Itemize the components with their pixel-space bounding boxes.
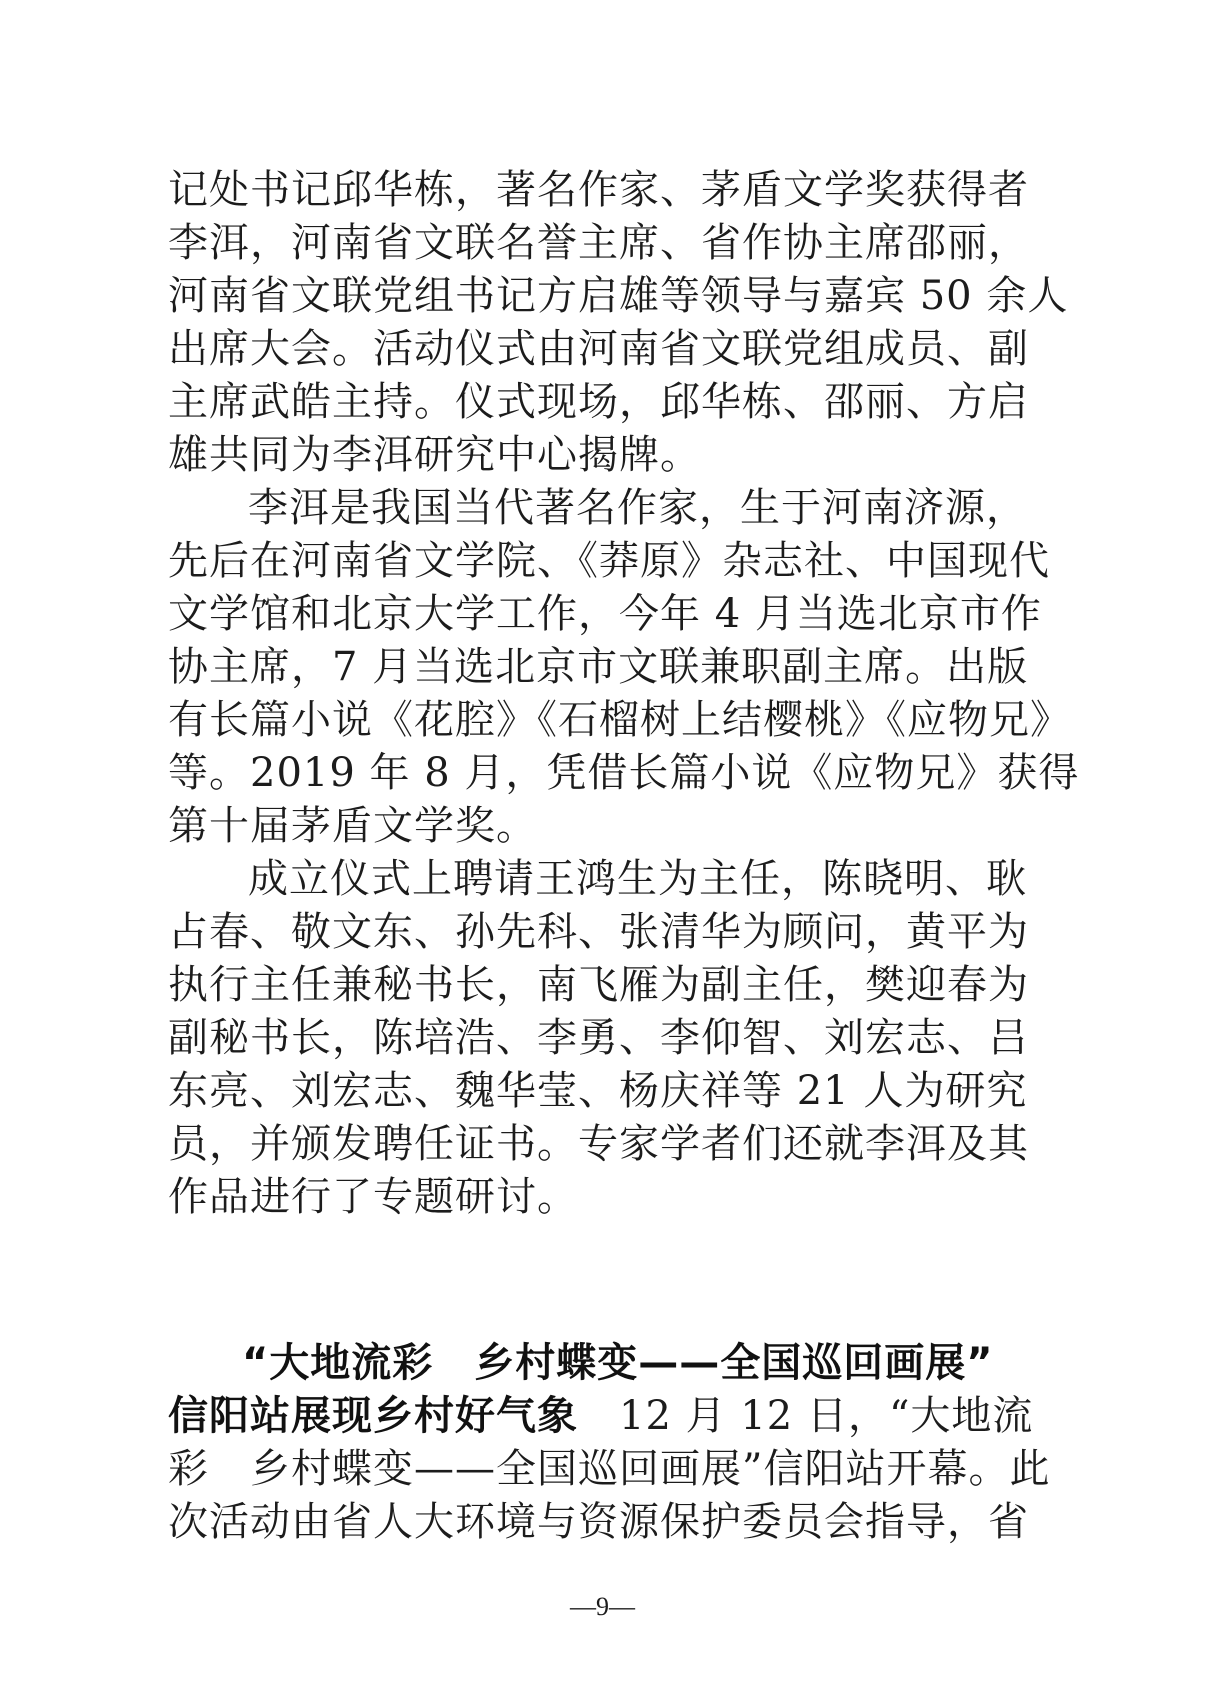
news-item-yangxin-exhibition: [168, 1337, 1051, 1549]
text-line: 协主席，7 月当选北京市文联兼职副主席。出版: [168, 644, 1029, 690]
text-line: 李洱是我国当代著名作家，生于河南济源，: [248, 485, 1027, 531]
text-line: 第十届茅盾文学奖。: [168, 803, 537, 849]
paragraph-appointments: [168, 853, 1029, 1224]
news-headline-tail: 信阳站展现乡村好气象: [168, 1393, 578, 1439]
text-line: 作品进行了专题研讨。: [168, 1174, 578, 1220]
text-line: 占春、敬文东、孙先科、张清华为顾问，黄平为: [168, 909, 1029, 955]
text-line: 员，并颁发聘任证书。专家学者们还就李洱及其: [168, 1121, 1029, 1167]
news-headline-continued: [168, 1390, 1034, 1443]
page-number: —9—: [570, 1592, 635, 1621]
text-line: 河南省文联党组书记方启雄等领导与嘉宾 50 余人: [168, 273, 1069, 319]
text-line: 记处书记邱华栋，著名作家、茅盾文学奖获得者: [168, 167, 1029, 213]
text-line: 主席武皓主持。仪式现场，邱华栋、邵丽、方启: [168, 379, 1029, 425]
text-line: 成立仪式上聘请王鸿生为主任，陈晓明、耿: [248, 856, 1027, 902]
paragraph-attendees: [168, 164, 1069, 482]
text-line: 出席大会。活动仪式由河南省文联党组成员、副: [168, 326, 1029, 372]
text-line: 等。2019 年 8 月，凭借长篇小说《应物兄》获得: [168, 750, 1080, 796]
text-line: 李洱，河南省文联名誉主席、省作协主席邵丽，: [168, 220, 1029, 266]
text-line: 文学馆和北京大学工作，今年 4 月当选北京市作: [168, 591, 1042, 637]
text-line: 东亮、刘宏志、魏华莹、杨庆祥等 21 人为研究: [168, 1068, 1028, 1114]
text-line: 执行主任兼秘书长，南飞雁为副主任，樊迎春为: [168, 962, 1029, 1008]
text-line: 副秘书长，陈培浩、李勇、李仰智、刘宏志、吕: [168, 1015, 1029, 1061]
text-line: 有长篇小说《花腔》《石榴树上结樱桃》《应物兄》: [168, 697, 1071, 743]
text-line: 彩 乡村蝶变——全国巡回画展”信阳站开幕。此: [168, 1446, 1051, 1492]
text-line: 雄共同为李洱研究中心揭牌。: [168, 432, 701, 478]
text-line: 先后在河南省文学院、《莽原》杂志社、中国现代: [168, 538, 1050, 584]
paragraph-li-er-bio: [168, 482, 1080, 853]
news-lead-text: 12 月 12 日，“大地流: [578, 1393, 1034, 1439]
news-headline: “大地流彩 乡村蝶变——全国巡回画展”: [242, 1340, 994, 1386]
text-line: 次活动由省人大环境与资源保护委员会指导，省: [168, 1499, 1029, 1545]
